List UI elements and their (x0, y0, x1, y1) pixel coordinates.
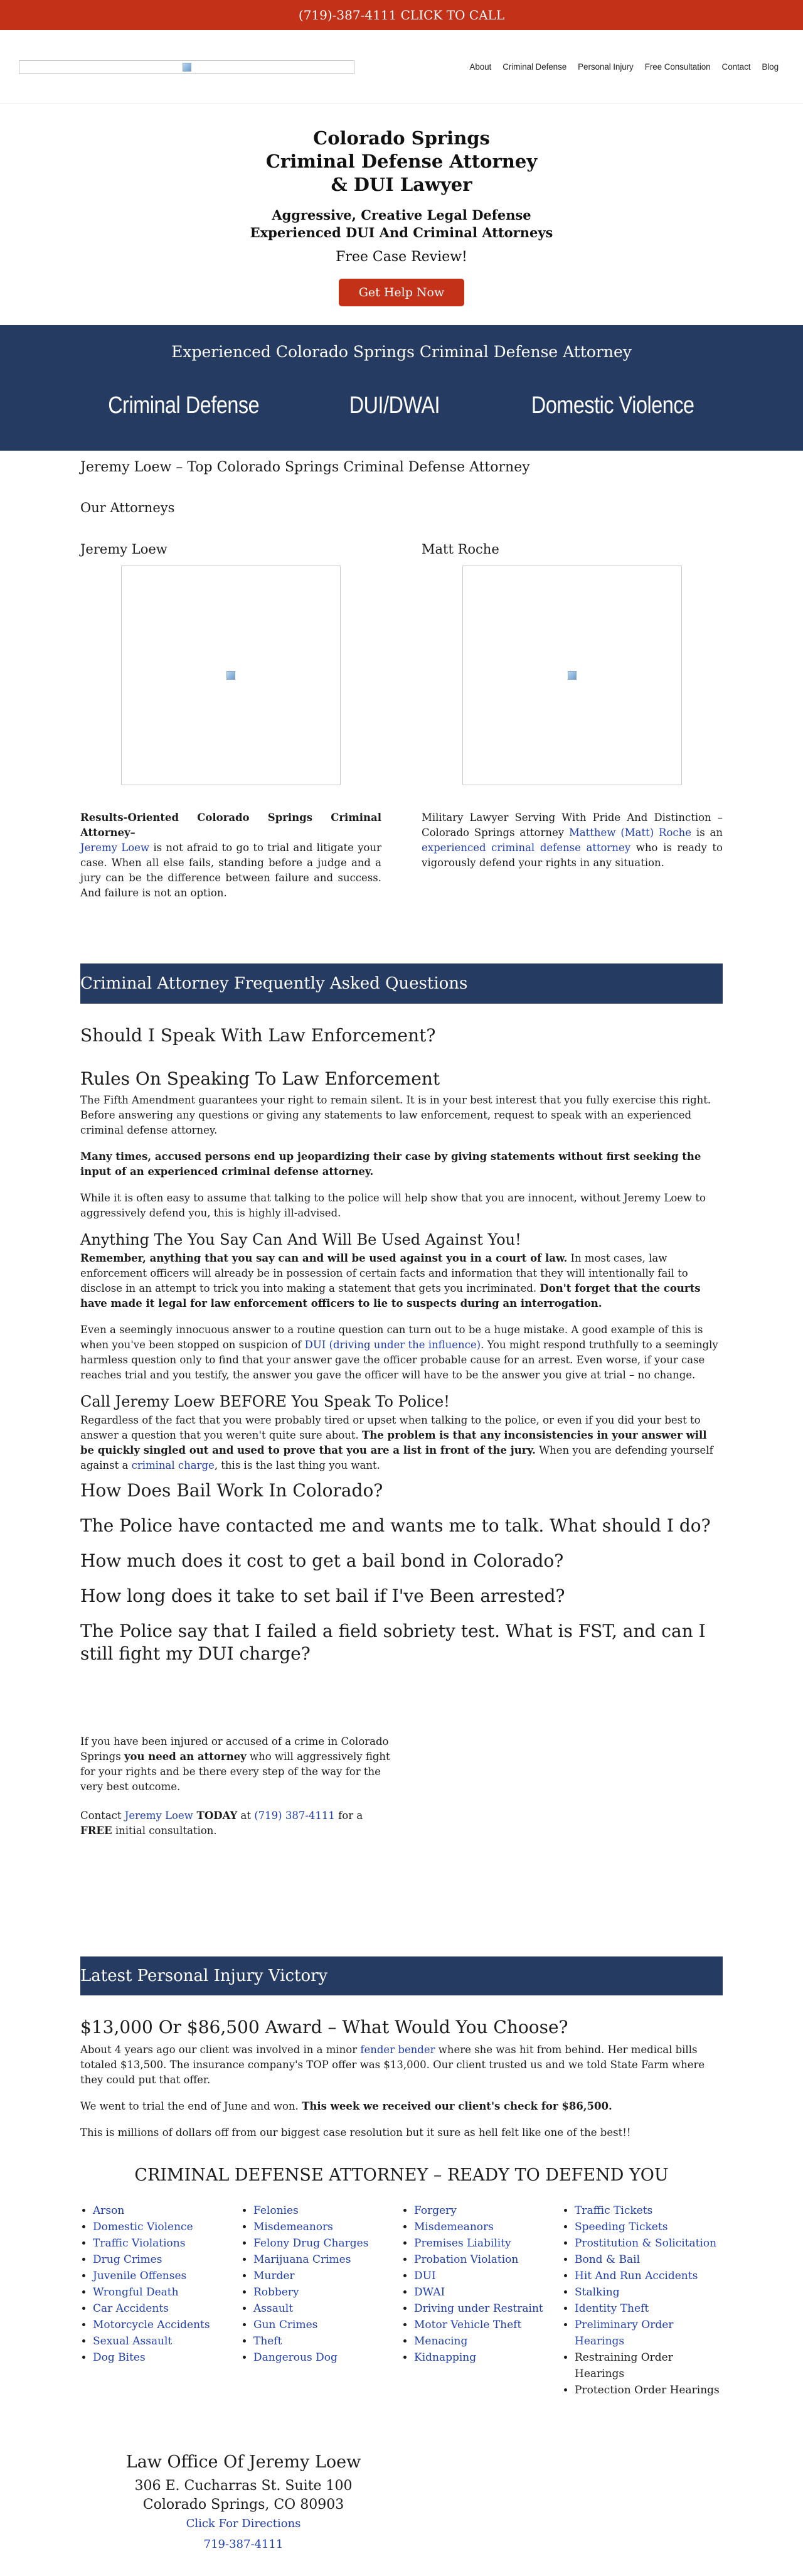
practice-area-item (93, 2349, 241, 2366)
practice-area-link[interactable]: Motorcycle Accidents (93, 2319, 210, 2331)
get-help-button[interactable]: Get Help Now (339, 279, 465, 306)
faq-paragraph (80, 1413, 723, 1473)
faq-text: Regardless of the fact that you were probably tired or upset when talking to the police, or even if you did your best to answer a question that you weren't quite sure about. (80, 1414, 701, 1441)
faq-heading-bar (80, 963, 723, 1004)
practice-area-item (253, 2349, 402, 2366)
category-domestic-violence[interactable]: Domestic Violence (531, 392, 694, 419)
faq-question[interactable]: How Does Bail Work In Colorado? (80, 1480, 383, 1501)
matt-roche-link[interactable]: Matthew (Matt) Roche (568, 827, 692, 839)
hero-subtitle (0, 207, 803, 242)
bio-text: is not afraid to go to trial and litigate your case. When all else fails, standing before a judge and a jury can be the difference between failure and success. And failure is not an option. (80, 842, 381, 899)
bio-text: is an (691, 827, 723, 839)
practice-area-link[interactable]: Juvenile Offenses (93, 2270, 187, 2282)
practice-area-item (253, 2219, 402, 2235)
contact-text: Contact (80, 1810, 125, 1822)
nav-about[interactable]: About (469, 62, 492, 72)
practice-area-link[interactable]: Murder (253, 2270, 295, 2282)
practice-area-item: • Protection Order Hearings (575, 2382, 723, 2398)
practice-area-link[interactable]: Kidnapping (414, 2351, 477, 2364)
practice-area-link[interactable]: Prostitution & Solicitation (575, 2237, 717, 2250)
practice-area-link[interactable]: Dog Bites (93, 2351, 146, 2364)
practice-area-link[interactable]: Speeding Tickets (575, 2221, 668, 2233)
practice-area-link[interactable]: Domestic Violence (93, 2221, 193, 2233)
practice-area-link[interactable]: Bond & Bail (575, 2253, 641, 2266)
address-line2: Colorado Springs, CO 80903 (142, 2497, 344, 2513)
attorney-photo[interactable] (462, 566, 682, 785)
practice-area-link[interactable]: Misdemeanors (253, 2221, 333, 2233)
practice-area-item (575, 2219, 723, 2235)
faq-heading: Criminal Attorney Frequently Asked Questions (80, 974, 468, 993)
broken-image-icon (226, 671, 235, 680)
practice-area-item (93, 2300, 241, 2317)
nav-blog[interactable]: Blog (762, 62, 779, 72)
practice-area-item (93, 2203, 241, 2219)
practice-area-item (253, 2300, 402, 2317)
contact-block (80, 1734, 394, 1838)
practice-area-link[interactable]: Motor Vehicle Theft (414, 2319, 522, 2331)
anything-heading: Anything The You Say Can And Will Be Used Against You! (80, 1231, 521, 1248)
contact-text: initial consultation. (112, 1825, 217, 1837)
faq-paragraph (80, 1251, 723, 1311)
practice-area-item (414, 2300, 562, 2317)
practice-area-band (0, 325, 803, 451)
practice-column-3 (402, 2203, 562, 2398)
pi-bold: This week we received our client's check for $86,500. (302, 2100, 612, 2112)
broken-image-icon (568, 671, 577, 680)
practice-area-item (93, 2268, 241, 2284)
contact-phone-link[interactable]: (719) 387-4111 (254, 1810, 335, 1822)
practice-column-2 (241, 2203, 402, 2398)
practice-area-item (253, 2251, 402, 2268)
practice-area-link[interactable]: Traffic Tickets (575, 2204, 653, 2217)
attorney-name: Matt Roche (422, 542, 499, 557)
bio-dash: – (130, 827, 136, 839)
practice-area-item (575, 2251, 723, 2268)
pi-text: We went to trial the end of June and won. (80, 2100, 302, 2112)
fender-bender-link[interactable]: fender bender (360, 2044, 435, 2056)
practice-area-link[interactable]: Menacing (414, 2335, 468, 2348)
attorney-card-matt (422, 542, 723, 901)
practice-area-item (575, 2317, 723, 2349)
pi-paragraph (80, 2099, 723, 2114)
practice-area-item (575, 2235, 723, 2251)
faq-question[interactable]: Should I Speak With Law Enforcement? (80, 1025, 436, 1046)
faq-question[interactable]: How long does it take to set bail if I've Been arrested? (80, 1586, 565, 1606)
practice-area-item (414, 2349, 562, 2366)
practice-area-item (414, 2251, 562, 2268)
practice-area-link[interactable]: Marijuana Crimes (253, 2253, 351, 2266)
faq-bold: Don't forget that the courts have made it legal for law enforcement officers to lie to suspects during an interrogation. (80, 1282, 701, 1309)
bio-bold: Results-Oriented Colorado Springs Criminal Attorney (80, 812, 381, 839)
contact-jeremy-link[interactable]: Jeremy Loew (124, 1810, 193, 1822)
criminal-charge-link[interactable]: criminal charge (131, 1459, 215, 1471)
practice-area-item (93, 2317, 241, 2333)
practice-area-item: • Restraining Order Hearings (575, 2349, 723, 2382)
free-case-review: Free Case Review! (336, 249, 467, 265)
contact-bold: TODAY (193, 1810, 238, 1822)
pi-text: About 4 years ago our client was involved in a minor (80, 2044, 361, 2056)
faq-text: In most cases, law enforcement officers will already be in possession of certain facts and information that they will intentionally fail to disclose in an attempt to trick you into making a statement that gets you incriminated. (80, 1252, 688, 1294)
practice-area-item (575, 2203, 723, 2219)
practice-area-item (575, 2268, 723, 2284)
directions-link[interactable]: Click For Directions (186, 2517, 301, 2530)
practice-area-link[interactable]: Felonies (253, 2204, 299, 2217)
hero-title-line2: Criminal Defense Attorney (265, 151, 538, 172)
click-to-call-text[interactable]: (719)-387-4111 CLICK TO CALL (298, 8, 505, 23)
faq-text: Even a seemingly innocuous answer to a routine question can turn out to be a huge mistake. A good example of this is when you've been stopped on suspicion of (80, 1324, 703, 1351)
call-heading: Call Jeremy Loew BEFORE You Speak To Police! (80, 1393, 450, 1410)
practice-area-item (253, 2268, 402, 2284)
attorney-bio (80, 810, 381, 901)
pi-paragraph (80, 2042, 723, 2088)
pi-heading-bar (80, 1956, 723, 1995)
practice-area-item (253, 2284, 402, 2300)
attorney-photo[interactable] (121, 566, 341, 785)
practice-area-link[interactable]: Arson (93, 2204, 125, 2217)
practice-area-item (93, 2284, 241, 2300)
faq-paragraph: While it is often easy to assume that talking to the police will help show that you are innocent, without Jeremy Loew to aggressively defend you, this is highly ill-advised. (80, 1192, 706, 1219)
contact-paragraph (80, 1808, 394, 1838)
practice-area-item (93, 2235, 241, 2251)
pi-text: where she was hit from behind. Her medical bills totaled $13,500. The insurance company's TOP offer was $13,000. Our client trusted us and we told State Farm where they could put that offer. (80, 2044, 705, 2086)
main-content (80, 459, 723, 2576)
contact-bold: FREE (80, 1825, 112, 1837)
practice-area-item (414, 2203, 562, 2219)
practice-column-1 (80, 2203, 241, 2398)
practice-area-item (414, 2235, 562, 2251)
office-phone-link[interactable]: 719-387-4111 (203, 2538, 284, 2551)
practice-area-link[interactable]: Car Accidents (93, 2302, 169, 2315)
practice-area-links (0, 392, 803, 419)
practice-area-item (93, 2333, 241, 2349)
practice-area-list (80, 2203, 723, 2398)
site-logo[interactable] (19, 60, 354, 74)
faq-text: . You might respond truthfully to a seemingly harmless question only to find that your answer gave the officer probable cause for an arrest. Even worse, if your case reaches trial and you testify, the answer you gave the officer will have to be the answer you give at trial – no change. (80, 1339, 718, 1381)
contact-text: for a (334, 1810, 363, 1822)
practice-area-link[interactable]: Wrongful Death (93, 2286, 179, 2299)
practice-area-link[interactable]: Robbery (253, 2286, 299, 2299)
attorney-name: Jeremy Loew (80, 542, 168, 557)
nav-personal-injury[interactable]: Personal Injury (578, 62, 634, 72)
practice-area-link[interactable]: Forgery (414, 2204, 457, 2217)
practice-area-link[interactable]: Driving under Restraint (414, 2302, 543, 2315)
attorney-card-jeremy (80, 542, 381, 901)
contact-text: who will aggressively fight for your rights and be there every step of the way for the very best outcome. (80, 1751, 390, 1793)
practice-area-item (414, 2284, 562, 2300)
faq-bold: The problem is that any inconsistencies in your answer will be quickly singled out and used to prove that you are a list in front of the jury. (80, 1429, 707, 1456)
practice-area-item (93, 2219, 241, 2235)
contact-paragraph (80, 1734, 394, 1795)
hero-subtitle-line1: Aggressive, Creative Legal Defense (272, 207, 531, 223)
ready-heading: CRIMINAL DEFENSE ATTORNEY – READY TO DEFEND YOU (134, 2165, 669, 2185)
site-header (0, 30, 803, 104)
practice-area-item (253, 2333, 402, 2349)
practice-area-item (253, 2203, 402, 2219)
practice-area-item (575, 2300, 723, 2317)
top-heading: Jeremy Loew – Top Colorado Springs Criminal Defense Attorney (80, 459, 530, 475)
firm-name: Law Office Of Jeremy Loew (125, 2452, 361, 2472)
practice-area-link[interactable]: Assault (253, 2302, 294, 2315)
pi-paragraph: This is millions of dollars off from our biggest case resolution but it sure as hell felt like one of the best!! (80, 2127, 631, 2139)
contact-text: If you have been injured or accused of a crime in Colorado Springs (80, 1736, 389, 1763)
attorneys-grid (80, 542, 723, 901)
contact-text: at (237, 1810, 255, 1822)
practice-area-item (414, 2317, 562, 2333)
attorney-bio (422, 810, 723, 871)
practice-area-link[interactable]: DWAI (414, 2286, 445, 2299)
pi-title: $13,000 Or $86,500 Award – What Would You Choose? (80, 2017, 568, 2037)
jeremy-loew-link[interactable]: Jeremy Loew (80, 842, 150, 854)
click-to-call-bar[interactable] (0, 0, 803, 30)
faq-paragraph: The Fifth Amendment guarantees your right to remain silent. It is in your best interest that you fully exercise this right. Before answering any questions or giving any statements to law enforcement, request to speak with an experienced criminal defense attorney. (80, 1094, 711, 1136)
contact-bold: you need an attorney (124, 1751, 247, 1763)
faq-text: , this is the last thing you want. (214, 1459, 380, 1471)
hero-subtitle-line2: Experienced DUI And Criminal Attorneys (250, 225, 553, 240)
practice-area-link[interactable]: Preliminary Order Hearings (575, 2319, 674, 2348)
hero-title (0, 127, 803, 196)
practice-area-item (253, 2235, 402, 2251)
bio-text: who is ready to vigorously defend your rights in any situation. (422, 842, 723, 869)
faq-question[interactable]: The Police have contacted me and wants me to talk. What should I do? (80, 1515, 711, 1536)
practice-area-item (414, 2268, 562, 2284)
nav-free-consultation[interactable]: Free Consultation (644, 62, 711, 72)
hero-section (0, 104, 803, 325)
hero-title-line1: Colorado Springs (313, 127, 490, 149)
practice-area-link[interactable]: Identity Theft (575, 2302, 649, 2315)
pi-heading: Latest Personal Injury Victory (80, 1967, 328, 1985)
address-line1: 306 E. Cucharras St. Suite 100 (134, 2478, 353, 2494)
practice-area-link[interactable]: Probation Violation (414, 2253, 519, 2266)
practice-area-link[interactable]: Theft (253, 2335, 282, 2348)
bio-text: Military Lawyer Serving With Pride And Distinction – Colorado Springs attorney (422, 812, 723, 839)
faq-paragraph (80, 1323, 723, 1383)
nav-contact[interactable]: Contact (721, 62, 751, 72)
practice-area-item (414, 2333, 562, 2349)
main-nav (464, 62, 784, 72)
band-title: Experienced Colorado Springs Criminal Defense Attorney (171, 343, 632, 361)
practice-column-4 (562, 2203, 723, 2398)
faq-question[interactable]: How much does it cost to get a bail bond in Colorado? (80, 1550, 564, 1571)
hero-title-line3: & DUI Lawyer (331, 174, 472, 195)
practice-area-link[interactable]: Drug Crimes (93, 2253, 162, 2266)
office-info (80, 2452, 407, 2551)
faq-bold: Remember, anything that you say can and will be used against you in a court of law. (80, 1252, 568, 1264)
practice-area-link[interactable]: DUI (414, 2270, 436, 2282)
nav-criminal-defense[interactable]: Criminal Defense (503, 62, 567, 72)
practice-area-item (93, 2251, 241, 2268)
practice-area-link[interactable]: Premises Liability (414, 2237, 511, 2250)
practice-area-item (253, 2317, 402, 2333)
practice-area-link[interactable]: Hit And Run Accidents (575, 2270, 698, 2282)
attorneys-heading: Our Attorneys (80, 500, 175, 515)
criminal-defense-link[interactable]: experienced criminal defense attorney (422, 842, 631, 854)
practice-area-link[interactable]: Stalking (575, 2286, 620, 2299)
practice-area-link[interactable]: Gun Crimes (253, 2319, 318, 2331)
dui-link[interactable]: DUI (driving under the influence) (304, 1339, 481, 1351)
practice-area-link[interactable]: Traffic Violations (93, 2237, 186, 2250)
faq-paragraph: Many times, accused persons end up jeopardizing their case by giving statements without first seeking the input of an experienced criminal defense attorney. (80, 1151, 701, 1178)
faq-question[interactable]: The Police say that I failed a field sobriety test. What is FST, and can I still fight my DUI charge? (80, 1621, 706, 1664)
broken-image-icon (183, 63, 191, 72)
practice-area-link[interactable]: Dangerous Dog (253, 2351, 338, 2364)
faq-text: When you are defending yourself against a (80, 1444, 713, 1471)
category-criminal-defense[interactable]: Criminal Defense (107, 392, 259, 419)
practice-area-item (575, 2284, 723, 2300)
category-dui-dwai[interactable]: DUI/DWAI (349, 392, 440, 419)
office-address (80, 2477, 407, 2514)
rules-heading: Rules On Speaking To Law Enforcement (80, 1068, 440, 1089)
practice-area-link[interactable]: Sexual Assault (93, 2335, 173, 2348)
practice-area-link[interactable]: Felony Drug Charges (253, 2237, 369, 2250)
practice-area-item (414, 2219, 562, 2235)
practice-area-link[interactable]: Misdemeanors (414, 2221, 494, 2233)
